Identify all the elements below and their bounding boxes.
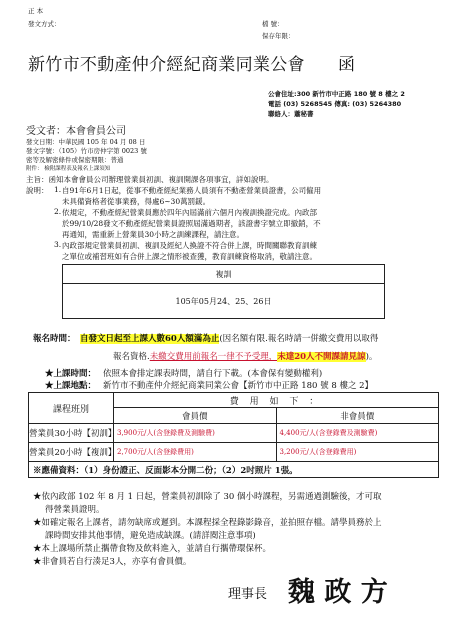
fee-required-docs: ※應備資料：（1）身份證正、反面影本分開二份；（2）2吋照片 1張。	[29, 462, 439, 478]
class-time-text: 依照本會排定課表時間，請自行下載。(本會保有變動權利)	[103, 369, 323, 379]
explain-no: 1.	[54, 185, 62, 194]
retention-period: 保存年限：	[262, 32, 295, 40]
retrain-title: 複訓	[63, 265, 385, 284]
registration-text	[80, 332, 378, 344]
fee-row-nonmember: 3,200元/人(含登錄費用)	[276, 443, 439, 462]
table-row	[29, 443, 439, 462]
copy-type: 正 本	[28, 7, 44, 15]
explain-line: 依規定，不動產經紀營業員應於四年內屆滿前六個月內複訓換證完成。內政部	[62, 208, 317, 217]
issue-number: 發文字號：（105）竹市房仲字第 0023 號	[26, 147, 147, 155]
class-place-label: ★上課地點：	[45, 381, 97, 391]
explain-line: 內政部規定營業員初訓、複訓及經紀人換證不符合併上課，時間關聯教育訓練	[62, 241, 317, 250]
explain-line: 自91年6月1日起，從事不動產經紀業務人員須有不動產營業員證書，公司僱用	[62, 186, 322, 195]
explain-no: 3.	[54, 240, 62, 249]
note-line: ★非會員若自行湊足3人，亦享有會員價。	[33, 557, 192, 567]
fee-row-member: 2,700元/人(含登錄費用)	[114, 443, 277, 462]
org-phone: 電話 (03) 5268545 傳真: (03) 5264380	[268, 100, 402, 108]
subject: 主旨：函知本會會員公司辦理營業員初訓、複訓開課各項事宜，詳如說明。	[26, 175, 274, 184]
fee-row-member: 3,900元/人(含登錄費及測驗費)	[114, 424, 277, 443]
fee-header: 費 用 如 下 ：	[114, 393, 439, 408]
class-place-text: 新竹市不動產仲介經紀商業同業公會【新竹市中正路 180 號 8 樓之 2】	[103, 381, 374, 391]
table-row	[29, 424, 439, 443]
fee-row-nonmember: 4,400元/人(含登錄費及測驗費)	[276, 424, 439, 443]
recipient: 受文者：本會會員公司	[26, 126, 126, 137]
registration-warning: 未繳交費用前報名一律不予受理，	[149, 352, 278, 362]
fee-row-name: 營業員20小時【複訓】	[29, 443, 114, 462]
registration-label: 報名時間：	[33, 334, 76, 344]
note-line: 課時間安排其他事情，避免造成缺課。(請詳閱注意事項)	[45, 531, 256, 541]
doc-type: 函	[338, 55, 355, 75]
class-time-label: ★上課時間：	[45, 369, 97, 379]
explain-line: 於99/10/28發文不動產經紀營業員證照屆滿過期者，該證書字號立即撤銷，不	[62, 219, 321, 228]
fee-nonmember-header: 非會員價	[276, 408, 439, 424]
retrain-dates: 105年05月24、25、26日	[63, 284, 385, 319]
org-title: 新竹市不動產仲介經紀商業同業公會	[28, 55, 305, 75]
registration-period: 自發文日起至上課人數60人額滿為止	[80, 334, 220, 344]
registration-note: )。	[365, 352, 378, 362]
fee-col-class: 課程班別	[29, 393, 114, 424]
fee-table	[28, 392, 439, 478]
explain-line: 再通知，需重新上營業員30小時之訓練課程，請注意。	[62, 230, 245, 239]
note-line: ★依內政部 102 年 8 月 1 日起，營業員初訓除了 30 個小時課程，另需通過測驗後，才可取	[33, 492, 382, 502]
security-level: 密等及解密條件或保密期限：普通	[26, 156, 124, 164]
issue-date: 發文日期：中華民國 105 年 04 月 08 日	[26, 138, 146, 146]
fee-row-name: 營業員30小時【初訓】	[29, 424, 114, 443]
attachment: 附件： 檢附課程表及報名上課須知	[26, 166, 111, 172]
org-address: 公會住址:300 新竹市中正路 180 號 8 樓之 2	[268, 90, 405, 98]
note-line: ★如確定報名上課者，請勿缺席或遲到。本課程採全程錄影錄音，並拍照存檔。請學員務於上	[33, 518, 382, 528]
registration-min-warning: 未達20人不開課請見諒	[277, 352, 366, 362]
explain-label: 說明：	[26, 186, 49, 195]
explain-line: 未具備資格者從事業務，得處6~30萬罰鍰。	[62, 197, 211, 206]
explain-no: 2.	[54, 207, 62, 216]
retrain-box	[62, 264, 385, 319]
explain-line: 之單位或補習班如有合併上課之情形被查獲，教育訓練資格取消，敬請注意。	[62, 252, 317, 261]
registration-note: (因名額有限.報名時請一併繳交費用以取得	[219, 334, 379, 344]
registration-text-2	[113, 350, 377, 362]
note-line: ★本上課場所禁止攜帶食物及飲料進入，並請自行攜帶環保杯。	[33, 544, 272, 554]
signature-title: 理事長	[228, 587, 268, 602]
registration-note: 報名資格.	[113, 352, 150, 362]
file-no: 檔 號：	[262, 20, 284, 28]
contact-person: 聯絡人：蕭秘書	[268, 110, 314, 118]
signature-name: 魏 政 方	[288, 577, 388, 608]
fee-member-header: 會員價	[114, 408, 277, 424]
note-line: 得營業員證明。	[45, 505, 105, 515]
issue-method: 發文方式：	[28, 20, 61, 28]
